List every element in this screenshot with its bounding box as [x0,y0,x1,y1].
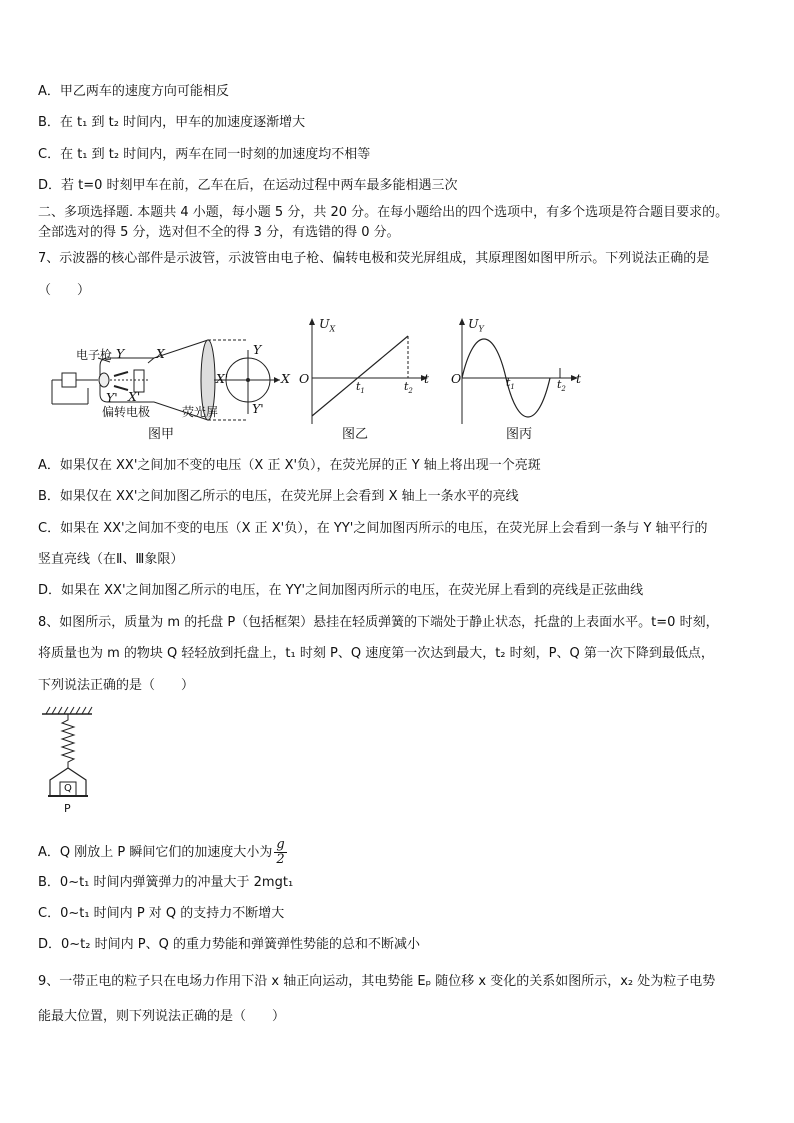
q7-stem-line2: （ ） [38,283,91,298]
q8-stem-line2: 将质量也为 m 的物块 Q 轻轻放到托盘上，t₁ 时刻 P、Q 速度第一次达到最大，t₂ 时刻，P、Q 第一次下降到最低点， [38,646,714,661]
label-bing-origin: O [451,371,462,386]
label-yi-origin: O [299,371,310,386]
q6-option-a: A．甲乙两车的速度方向可能相反 [38,84,229,99]
label-yi-t-axis: t [424,371,430,386]
q9-stem-line1: 9、一带正电的粒子只在电场力作用下沿 x 轴正向运动，其电势能 Eₚ 随位移 x 变化的关系如图所示，x₂ 处为粒子电势 [38,974,716,989]
label-yi-t2: $t_2$ [404,380,413,396]
q7-stem-line1: 7、示波器的核心部件是示波管，示波管由电子枪、偏转电极和荧光屏组成，其原理图如图甲所示。下列说法正确的是 [38,251,710,266]
q7-option-b: B．如果仅在 XX'之间加图乙所示的电压，在荧光屏上会看到 X 轴上一条水平的亮线 [38,489,519,504]
label-screen-x: X [281,371,290,386]
label-screen-x-prime: X' [216,371,229,386]
section2-heading-line1: 二、多项选择题. 本题共 4 小题，每小题 5 分，共 20 分。在每小题给出的四个选项中，有多个选项是符合题目要求的。 [38,205,729,220]
q8-stem-line1: 8、如图所示，质量为 m 的托盘 P（包括框架）悬挂在轻质弹簧的下端处于静止状态，托盘的上表面水平。t=0 时刻， [38,615,719,630]
label-yi-t1: $t_1$ [356,380,365,396]
figure-spring-tray [38,704,98,816]
label-bing-t1: $t_1$ [506,376,515,392]
caption-fig-bing: 图丙 [506,427,533,442]
label-screen-y: Y [253,342,262,357]
label-block-q: Q [64,783,72,794]
q8-option-a: A．Q 刚放上 P 瞬间它们的加速度大小为 $\frac{g}{2}$ [38,837,285,867]
label-fig-jia-y: Y [116,346,125,361]
label-electron-gun: 电子枪 [76,348,113,362]
q7-option-c-line2: 竖直亮线（在Ⅱ、Ⅲ象限） [38,552,184,567]
q7-option-d: D．如果在 XX'之间加图乙所示的电压，在 YY'之间加图丙所示的电压，在荧光屏上看到的亮线是正弦曲线 [38,583,644,598]
label-deflection-electrode: 偏转电极 [102,405,151,419]
section2-heading-line2: 全部选对的得 5 分，选对但不全的得 3 分，有选错的得 0 分。 [38,225,400,240]
label-ux-axis: $U_X$ [319,316,336,334]
caption-fig-yi: 图乙 [342,427,369,442]
q8-stem-line3: 下列说法正确的是（ ） [38,678,195,693]
q6-option-c: C．在 t₁ 到 t₂ 时间内，两车在同一时刻的加速度均不相等 [38,147,371,162]
q9-stem-line2: 能最大位置，则下列说法正确的是（ ） [38,1009,286,1024]
label-fig-jia-xp: X' [128,389,141,404]
fraction-g-over-2: $\frac{g}{2}$ [276,837,285,867]
q7-option-a: A．如果仅在 XX'之间加不变的电压（X 正 X'负），在荧光屏的正 Y 轴上将出现一个亮斑 [38,458,541,473]
label-tray-p: P [64,802,71,815]
label-uy-axis: $U_Y$ [468,316,484,334]
label-fig-jia-x: X [156,346,165,361]
q8-option-d: D．0~t₂ 时间内 P、Q 的重力势能和弹簧弹性势能的总和不断减小 [38,937,420,952]
q8-option-b: B．0~t₁ 时间内弹簧弹力的冲量大于 2mgt₁ [38,875,294,890]
label-fluorescent-screen: 荧光屏 [182,405,219,419]
caption-fig-jia: 图甲 [148,427,175,442]
q6-option-d: D．若 t=0 时刻甲车在前，乙车在后，在运动过程中两车最多能相遇三次 [38,178,458,193]
label-fig-jia-yp: Y' [106,390,118,405]
label-bing-t-axis: t [576,371,582,386]
label-bing-t2: $t_2$ [557,378,566,394]
q6-option-b: B．在 t₁ 到 t₂ 时间内，甲车的加速度逐渐增大 [38,115,306,130]
label-screen-y-prime: Y' [252,401,264,416]
q7-option-c-line1: C．如果在 XX'之间加不变的电压（X 正 X'负），在 YY'之间加图丙所示的电压，在荧光屏上会看到一条与 Y 轴平行的 [38,521,708,536]
q8-option-c: C．0~t₁ 时间内 P 对 Q 的支持力不断增大 [38,906,285,921]
